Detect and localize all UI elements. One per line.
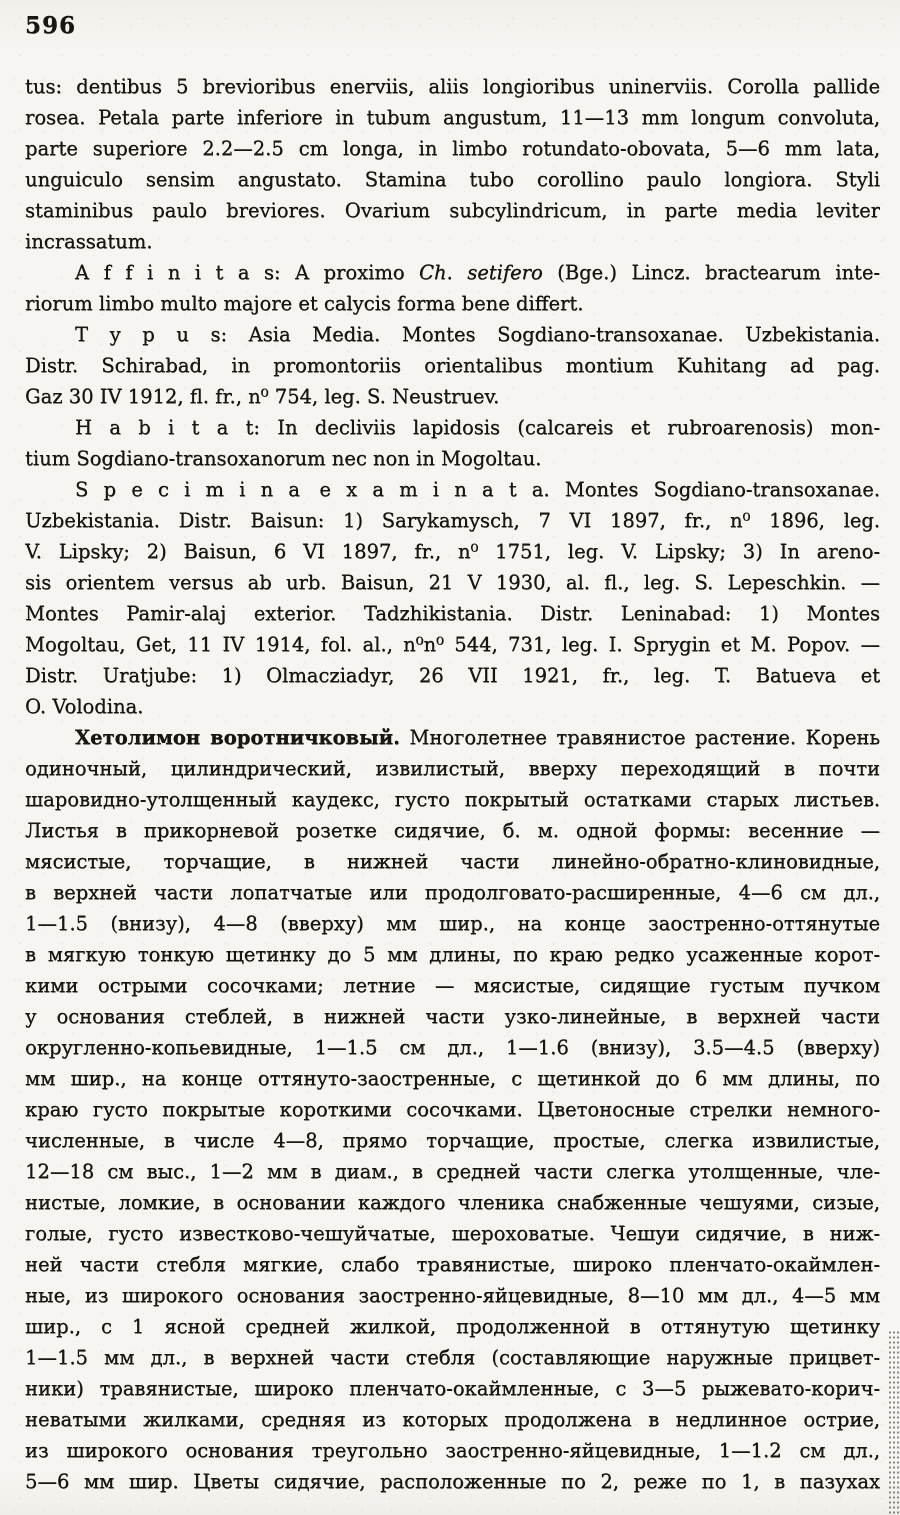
text-line: ные, из широкого основания заостренно-яйцевидные, 8—10 мм дл., 4—5 мм: [25, 1284, 880, 1307]
text-line: в мягкую тонкую щетинку до 5 мм длины, по краю редко усаженные корот-: [25, 943, 880, 966]
text-line: Mogoltau, Get, 11 IV 1914, fol. al., n⁰n⁰ 544, 731, leg. I. Sprygin et M. Popov. —: [25, 633, 880, 656]
text-line: rosea. Petala parte inferiore in tubum angustum, 11—13 mm longum convoluta,: [25, 106, 880, 129]
page-number: 596: [25, 12, 77, 39]
text-line: 1—1.5 (внизу), 4—8 (вверху) мм шир., на конце заостренно-оттянутые: [25, 912, 880, 935]
text-line: O. Volodina.: [25, 695, 144, 718]
text-line: tus: dentibus 5 brevioribus enerviis, aliis longioribus uninerviis. Corolla pallide: [25, 75, 880, 98]
paragraph: [25, 71, 880, 257]
italic-run: Ch. setifero: [419, 261, 543, 284]
text-line: riorum limbo multo majore et calycis forma bene differt.: [25, 292, 584, 315]
text-line: Montes Pamir-alaj exterior. Tadzhikistania. Distr. Leninabad: 1) Montes: [25, 602, 880, 625]
text-line: округленно-копьевидные, 1—1.5 см дл., 1—1.6 (внизу), 3.5—4.5 (вверху): [25, 1036, 880, 1059]
text-line: численные, в числе 4—8, прямо торчащие, простые, слегка извилистые,: [25, 1129, 880, 1152]
text-line: tium Sogdiano-transoxanorum nec non in Mogoltau.: [25, 447, 542, 470]
text-line: ники) травянистые, широко пленчато-окаймленные, с 3—5 рыжевато-корич-: [25, 1377, 880, 1400]
text-line: в верхней части лопатчатые или продолговато-расширенные, 4—6 см дл.,: [25, 881, 880, 904]
text-line: шаровидно-утолщенный каудекс, густо покрытый остатками старых листьев.: [25, 788, 880, 811]
text-line: 1—1.5 мм дл., в верхней части стебля (составляющие наружные прицвет-: [25, 1346, 880, 1369]
text-line: кими острыми сосочками; летние — мясистые, сидящие густым пучком: [25, 974, 880, 997]
text-line: T y p u s: Asia Media. Montes Sogdiano-transoxanae. Uzbekistania.: [75, 323, 880, 346]
text-line: нистые, ломкие, в основании каждого членика снабженные чешуями, сизые,: [25, 1191, 880, 1214]
text-line: V. Lipsky; 2) Baisun, 6 VI 1897, fr., n⁰ 1751, leg. V. Lipsky; 3) In areno-: [25, 540, 880, 563]
text-line: parte superiore 2.2—2.5 cm longa, in limbo rotundato-obovata, 5—6 mm lata,: [25, 137, 880, 160]
text-line: sis orientem versus ab urb. Baisun, 21 V 1930, al. fl., leg. S. Lepeschkin. —: [25, 571, 880, 594]
paragraph: [25, 319, 880, 412]
text-line: неватыми жилками, средняя из которых продолжена в недлинное острие,: [25, 1408, 880, 1431]
text-line: H a b i t a t: In decliviis lapidosis (calcareis et rubroarenosis) mon-: [75, 416, 880, 439]
text-line: A f f i n i t a s: A proximo Ch. setifero (Bge.) Lincz. bractearum inte-: [75, 261, 880, 284]
bold-run: Хетолимон воротничковый.: [75, 726, 400, 749]
text-line: 5—6 мм шир. Цветы сидячие, расположенные по 2, реже по 1, в пазухах: [25, 1470, 880, 1493]
text-line: Листья в прикорневой розетке сидячие, б. м. одной формы: весенние —: [25, 819, 880, 842]
text-block: [25, 71, 880, 1497]
text-line: одиночный, цилиндрический, извилистый, вверху переходящий в почти: [25, 757, 880, 780]
text-line: S p e c i m i n a e x a m i n a t a. Montes Sogdiano-transoxanae.: [75, 478, 880, 501]
text-line: мм шир., на конце оттянуто-заостренные, с щетинкой до 6 мм длины, по: [25, 1067, 880, 1090]
text-line: мясистые, торчащие, в нижней части линейно-обратно-клиновидные,: [25, 850, 880, 873]
paragraph: [25, 257, 880, 319]
text-line: Gaz 30 IV 1912, fl. fr., n⁰ 754, leg. S. Neustruev.: [25, 385, 500, 408]
text-line: шир., с 1 ясной средней жилкой, продолженной в оттянутую щетинку: [25, 1315, 880, 1338]
text-line: из широкого основания треугольно заостренно-яйцевидные, 1—1.2 см дл.,: [25, 1439, 880, 1462]
text-line: у основания стеблей, в нижней части узко-линейные, в верхней части: [25, 1005, 880, 1028]
paragraph: [25, 474, 880, 722]
text-line: голые, густо известково-чешуйчатые, шероховатые. Чешуи сидячие, в ниж-: [25, 1222, 880, 1245]
text-line: staminibus paulo breviores. Ovarium subcylindricum, in parte media leviter: [25, 199, 880, 222]
text-line: ней части стебля мягкие, слабо травянистые, широко пленчато-окаймлен-: [25, 1253, 880, 1276]
paragraph: [25, 722, 880, 1497]
text-line: 12—18 см выс., 1—2 мм в диам., в средней части слегка утолщенные, чле-: [25, 1160, 880, 1183]
text-line: incrassatum.: [25, 230, 153, 253]
text-line: unguiculo sensim angustato. Stamina tubo corollino paulo longiora. Styli: [25, 168, 880, 191]
text-line: Distr. Uratjube: 1) Olmacziadyr, 26 VII 1921, fr., leg. T. Batueva et: [25, 664, 880, 687]
text-line: Uzbekistania. Distr. Baisun: 1) Sarykamysch, 7 VI 1897, fr., n⁰ 1896, leg.: [25, 509, 880, 532]
paragraph: [25, 412, 880, 474]
text-line: Distr. Schirabad, in promontoriis orientalibus montium Kuhitang ad pag.: [25, 354, 880, 377]
text-line: Хетолимон воротничковый. Многолетнее травянистое растение. Корень: [75, 726, 880, 749]
scan-artifact-dots: [888, 1330, 900, 1515]
text-line: краю густо покрытые короткими сосочками. Цветоносные стрелки немного-: [25, 1098, 880, 1121]
